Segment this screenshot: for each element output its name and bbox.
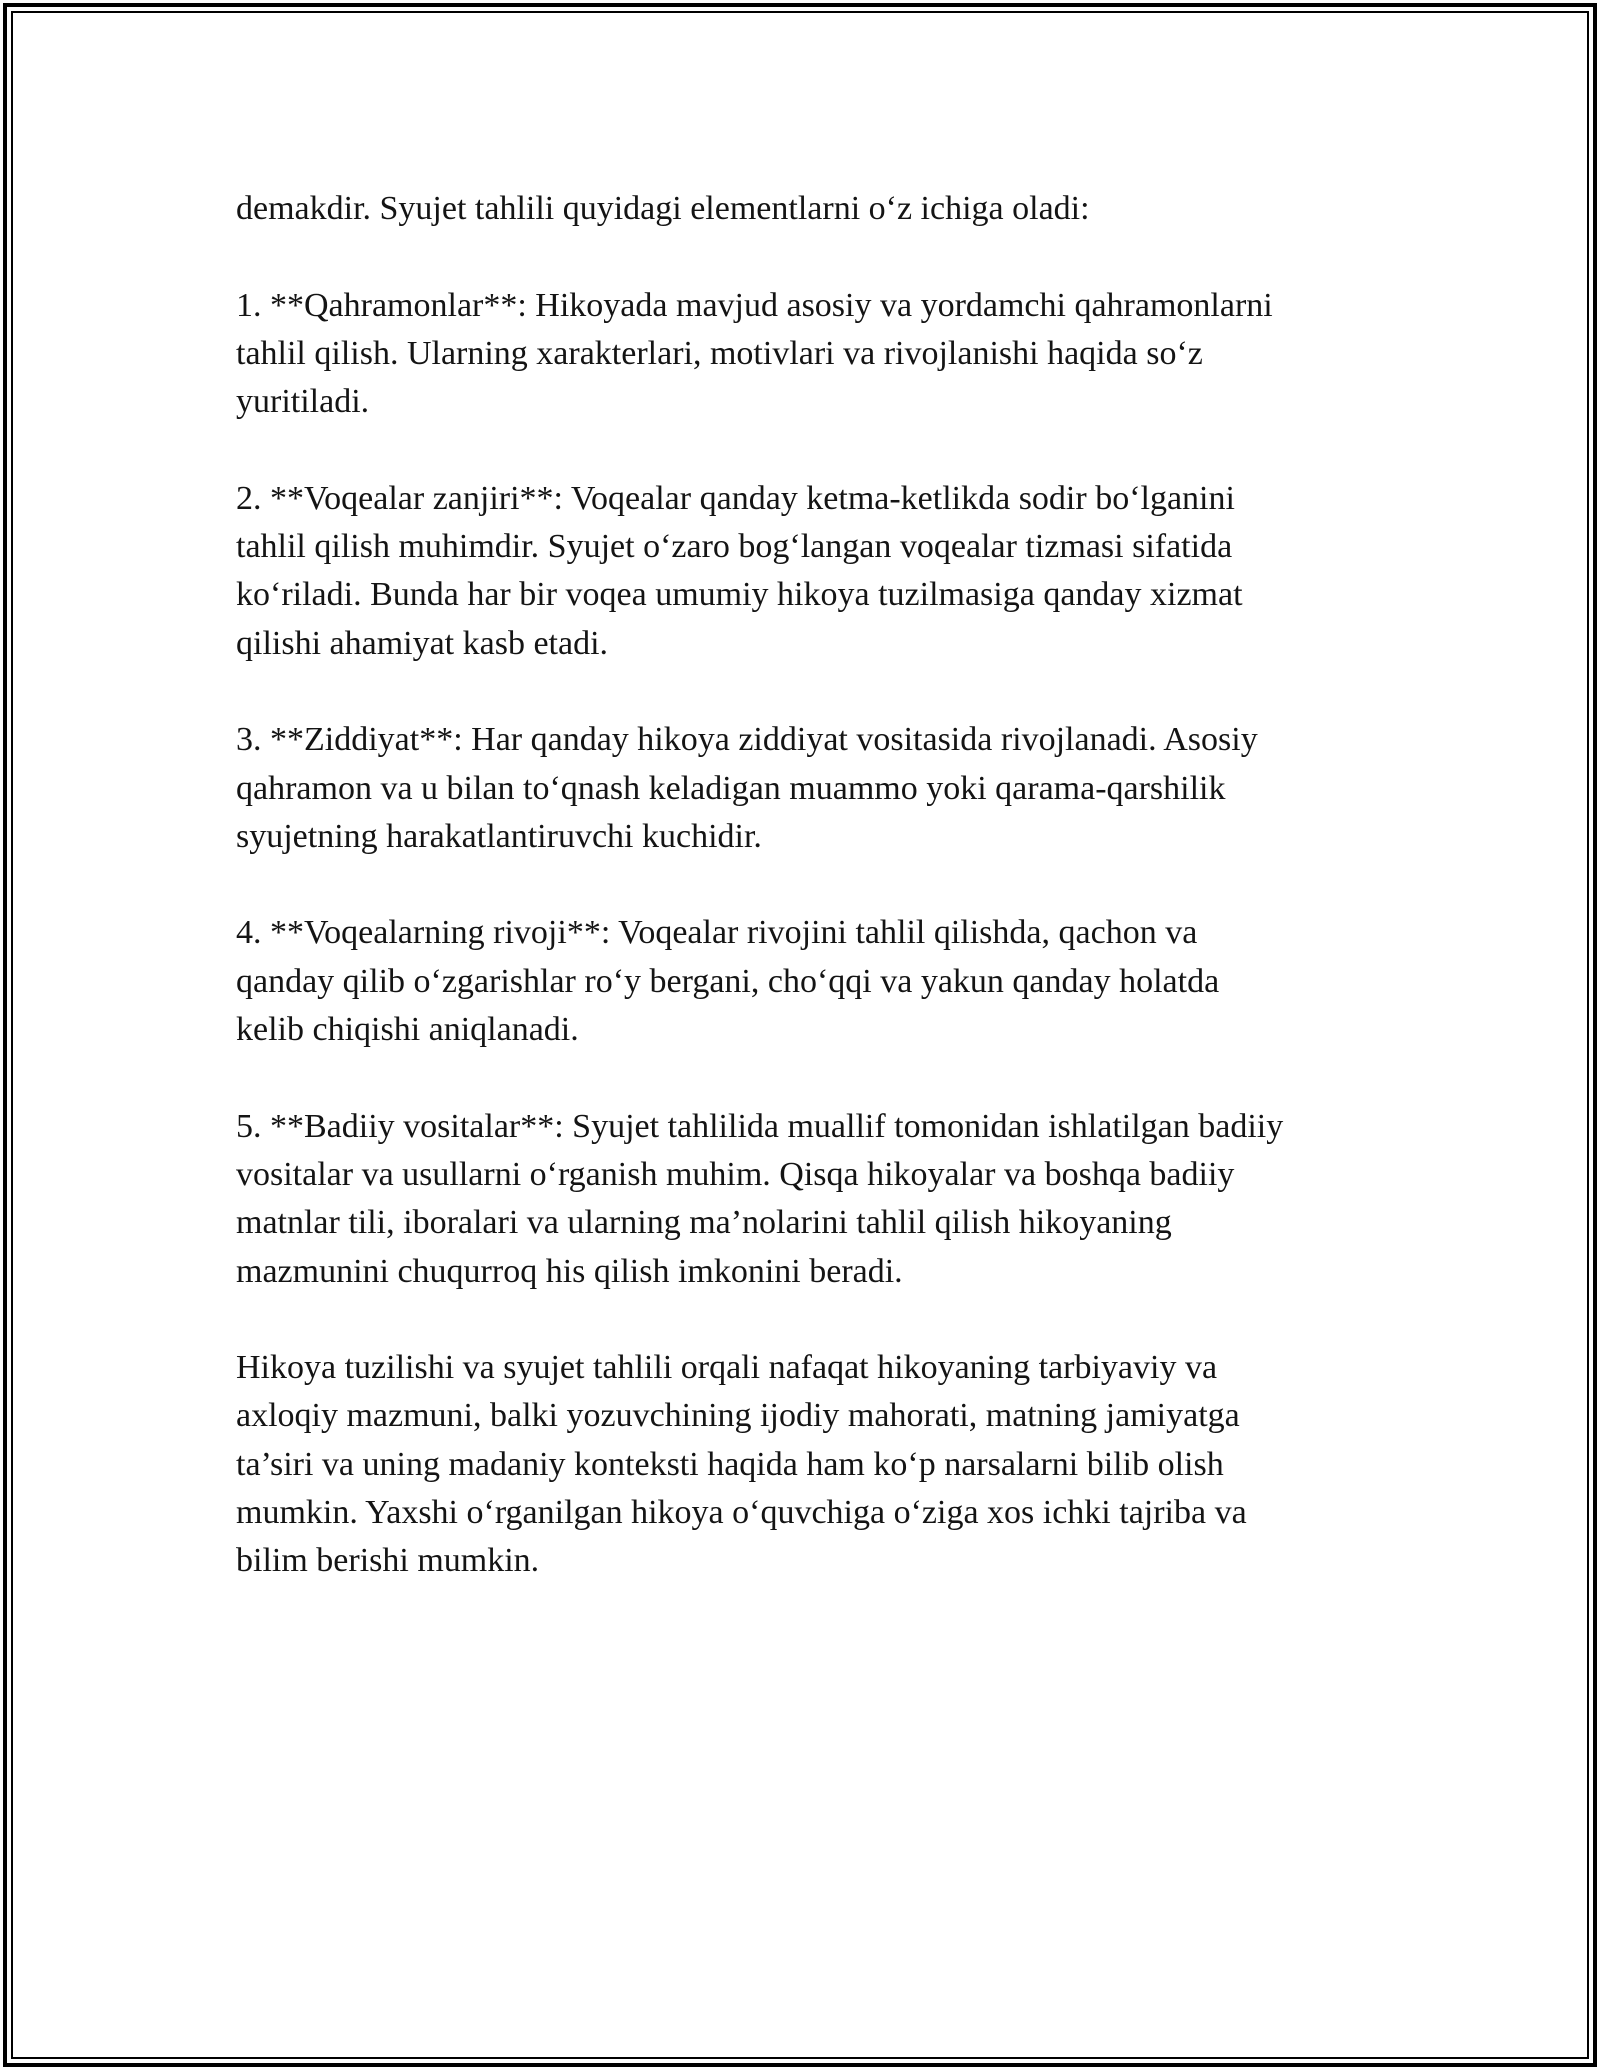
text-line: mumkin. Yaxshi o‘rganilgan hikoya o‘quvchiga o‘ziga xos ichki tajriba va [236, 1494, 1247, 1532]
text-line: ta’siri va uning madaniy konteksti haqida ham ko‘p narsalarni bilib olish [236, 1445, 1224, 1483]
text-line: matnlar tili, iboralari va ularning ma’nolarini tahlil qilish hikoyaning [236, 1204, 1172, 1242]
text-line: yuritiladi. [236, 383, 370, 421]
text-line: syujetning harakatlantiruvchi kuchidir. [236, 817, 762, 855]
text-line: Hikoya tuzilishi va syujet tahlili orqali nafaqat hikoyaning tarbiyaviy va [236, 1349, 1218, 1387]
text-line: 4. **Voqealarning rivoji**: Voqealar rivojini tahlil qilishda, qachon va [236, 914, 1198, 952]
text-line: qahramon va u bilan to‘qnash keladigan muammo yoki qarama-qarshilik [236, 769, 1226, 807]
text-line: tahlil qilish. Ularning xarakterlari, motivlari va rivojlanishi haqida so‘z [236, 334, 1203, 372]
text-line: ko‘riladi. Bunda har bir voqea umumiy hikoya tuzilmasiga qanday xizmat [236, 576, 1243, 614]
text-line: demakdir. Syujet tahlili quyidagi elementlarni o‘z ichiga oladi: [236, 190, 1090, 227]
text-line: qilishi ahamiyat kasb etadi. [236, 624, 609, 662]
list-item-events-chain [236, 475, 1386, 668]
list-item-conflict [236, 716, 1386, 861]
conclusion-paragraph [236, 1344, 1386, 1585]
list-item-artistic-devices [236, 1103, 1386, 1296]
document-body [236, 185, 1386, 1634]
text-line: 2. **Voqealar zanjiri**: Voqealar qanday ketma-ketlikda sodir bo‘lganini [236, 479, 1235, 517]
intro-paragraph [236, 185, 1386, 233]
list-item-characters [236, 282, 1386, 427]
text-line: tahlil qilish muhimdir. Syujet o‘zaro bog‘langan voqealar tizmasi sifatida [236, 528, 1233, 566]
text-line: 5. **Badiiy vositalar**: Syujet tahlilida muallif tomonidan ishlatilgan badiiy [236, 1107, 1284, 1145]
text-line: vositalar va usullarni o‘rganish muhim. Qisqa hikoyalar va boshqa badiiy [236, 1155, 1235, 1193]
text-line: qanday qilib o‘zgarishlar ro‘y bergani, cho‘qqi va yakun qanday holatda [236, 962, 1220, 1000]
list-item-events-development [236, 909, 1386, 1054]
text-line: axloqiy mazmuni, balki yozuvchining ijodiy mahorati, matning jamiyatga [236, 1397, 1240, 1435]
text-line: kelib chiqishi aniqlanadi. [236, 1011, 579, 1049]
text-line: bilim berishi mumkin. [236, 1542, 540, 1580]
text-line: 1. **Qahramonlar**: Hikoyada mavjud asosiy va yordamchi qahramonlarni [236, 286, 1273, 324]
text-line: 3. **Ziddiyat**: Har qanday hikoya ziddiyat vositasida rivojlanadi. Asosiy [236, 721, 1258, 759]
text-line: mazmunini chuqurroq his qilish imkonini beradi. [236, 1252, 903, 1290]
